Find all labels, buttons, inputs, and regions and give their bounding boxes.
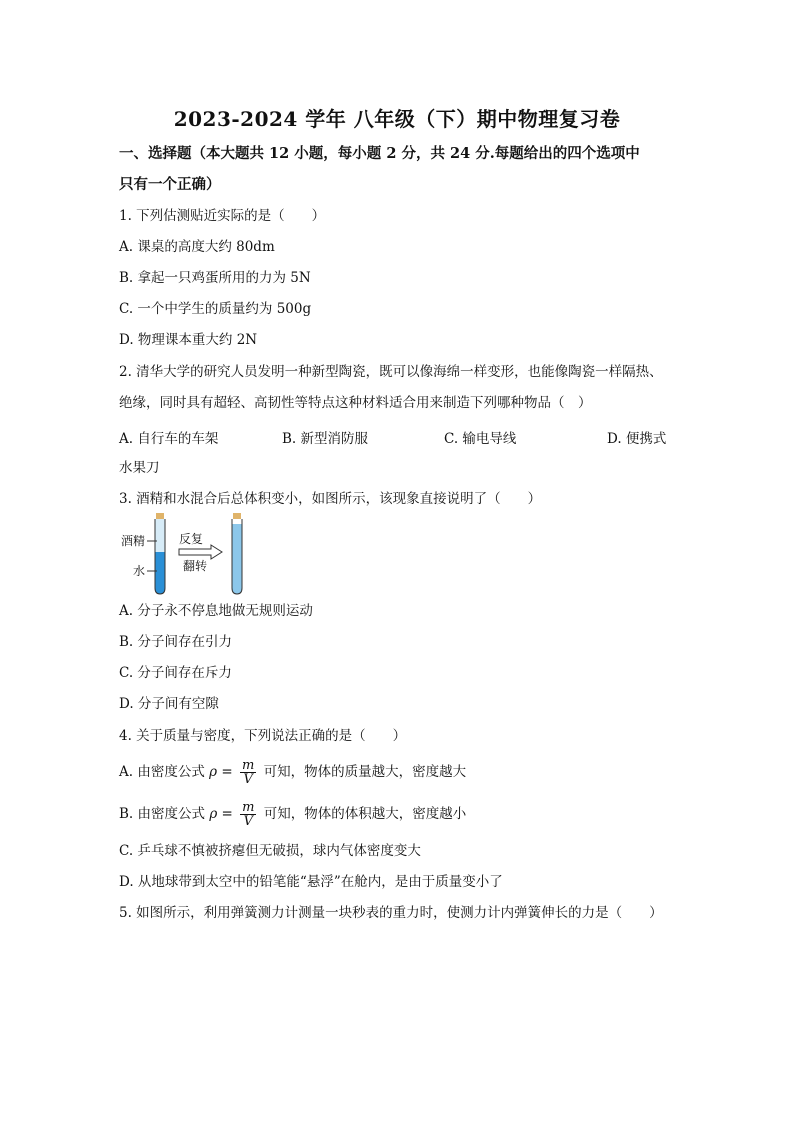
q4-option-a-prefix: A. 由密度公式: [119, 764, 205, 780]
test-tube-diagram: [119, 510, 259, 600]
arrow-label-top: 反复: [179, 532, 204, 546]
q2-option-b: B. 新型消防服: [282, 431, 369, 447]
q1-stem: 1. 下列估测贴近实际的是（ ）: [119, 208, 326, 224]
q2-option-c: C. 输电导线: [444, 431, 517, 447]
q4-option-d: D. 从地球带到太空中的铅笔能“悬浮”在舱内，是由于质量变小了: [119, 874, 503, 890]
label-alcohol: 酒精: [121, 534, 146, 548]
q4-option-b-prefix: B. 由密度公式: [119, 806, 206, 822]
q2-stem-line1: 2. 清华大学的研究人员发明一种新型陶瓷，既可以像海绵一样变形，也能像陶瓷一样隔热、: [119, 364, 663, 380]
formula-numerator: m: [241, 758, 255, 773]
q3-option-c: C. 分子间存在斥力: [119, 665, 232, 681]
formula-denominator: V: [243, 772, 253, 787]
q2-stem-line2: 绝缘，同时具有超轻、高韧性等特点这种材料适合用来制造下列哪种物品（ ）: [119, 395, 592, 411]
q1-option-d: D. 物理课本重大约 2N: [119, 332, 258, 348]
q2-option-a: A. 自行车的车架: [119, 431, 219, 447]
q3-option-b: B. 分子间存在引力: [119, 634, 233, 650]
q4-option-c: C. 乒乓球不慎被挤瘪但无破损，球内气体密度变大: [119, 843, 421, 859]
right-tube-stopper: [233, 513, 241, 519]
q3-stem: 3. 酒精和水混合后总体积变小，如图所示，该现象直接说明了（ ）: [119, 491, 542, 507]
density-formula-rho: ρ =: [209, 764, 233, 780]
q4-option-a-suffix: 可知，物体的质量越大，密度越大: [263, 764, 467, 780]
q4-option-b: [119, 800, 466, 828]
arrow-label-bottom: 翻转: [183, 559, 208, 573]
q2-option-d: D. 便携式: [607, 431, 667, 447]
right-arrow-icon: [179, 545, 222, 559]
page-title: 2023-2024 学年 八年级（下）期中物理复习卷: [173, 107, 621, 131]
section-heading-line2: 只有一个正确）: [119, 176, 221, 193]
formula-numerator: m: [242, 800, 255, 815]
q5-stem: 5. 如图所示，利用弹簧测力计测量一块秒表的重力时，使测力计内弹簧伸长的力是（ ）: [119, 905, 663, 921]
formula-denominator: V: [243, 814, 254, 829]
density-formula-rho: ρ =: [209, 806, 233, 822]
right-tube-mixed-liquid: [232, 524, 242, 594]
q4-stem: 4. 关于质量与密度，下列说法正确的是（ ）: [119, 728, 407, 744]
left-tube-stopper: [156, 513, 164, 519]
q2-option-d-continued: 水果刀: [119, 460, 160, 476]
label-water: 水: [133, 564, 146, 578]
q1-option-a: A. 课桌的高度大约 80dm: [119, 239, 275, 255]
q2-options-row: [119, 427, 679, 447]
density-formula-fraction: [240, 801, 256, 828]
q3-option-d: D. 分子间有空隙: [119, 696, 219, 712]
section-heading-line1: 一、选择题（本大题共 12 小题，每小题 2 分，共 24 分.每题给出的四个选项中: [119, 145, 640, 162]
density-formula-fraction: [240, 759, 256, 786]
left-tube-water: [155, 552, 165, 594]
q4-option-a: [119, 758, 466, 786]
q3-figure-test-tubes: [119, 510, 259, 600]
q1-option-c: C. 一个中学生的质量约为 500g: [119, 301, 312, 317]
q1-option-b: B. 拿起一只鸡蛋所用的力为 5N: [119, 270, 311, 286]
q4-option-b-suffix: 可知，物体的体积越大，密度越小: [263, 806, 467, 822]
q3-option-a: A. 分子永不停息地做无规则运动: [119, 603, 313, 619]
